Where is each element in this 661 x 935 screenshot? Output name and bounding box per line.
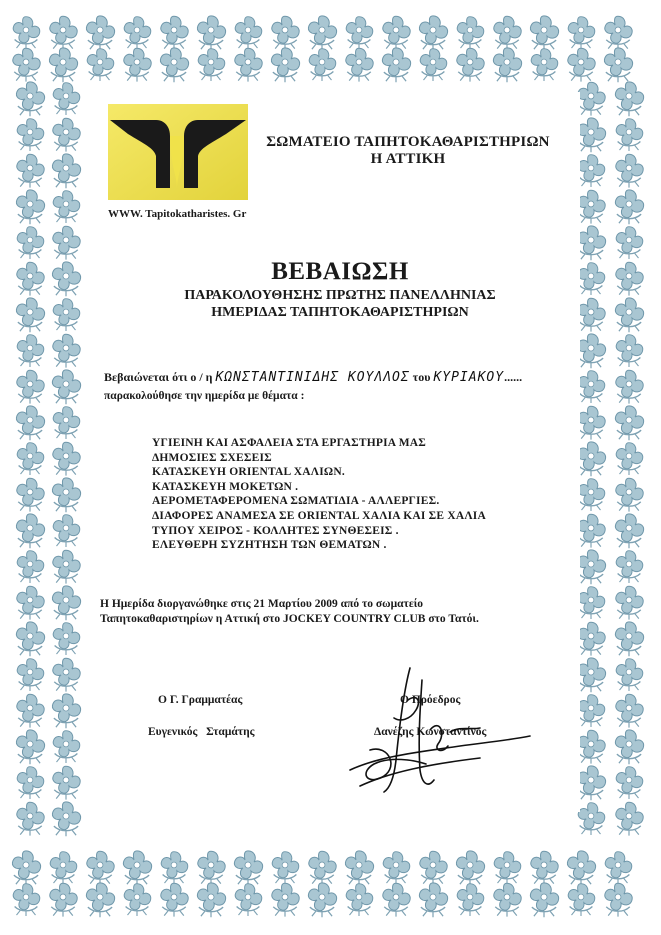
flower-ornament xyxy=(86,16,114,50)
flower-ornament xyxy=(494,16,521,49)
flower-ornament xyxy=(53,334,80,367)
flower-ornament xyxy=(50,852,77,884)
secretary-name: Ευγενικός Σταμάτης xyxy=(148,726,255,738)
flower-ornament xyxy=(17,370,44,403)
flower-ornament xyxy=(17,478,44,511)
flower-ornament xyxy=(52,154,80,188)
flower-ornament xyxy=(616,119,643,151)
flower-ornament xyxy=(578,155,605,187)
flower-ornament xyxy=(16,730,44,764)
flower-ornament xyxy=(13,884,40,916)
flower-ornament xyxy=(197,883,225,917)
flower-ornament xyxy=(577,442,605,476)
flower-ornament xyxy=(53,118,80,151)
flower-ornament xyxy=(578,479,605,511)
flower-ornament xyxy=(616,443,643,475)
flower-ornament xyxy=(198,851,225,884)
topic-item: ΥΓΙΕΙΝΗ ΚΑΙ ΑΣΦΑΛΕΙΑ ΣΤΑ ΕΡΓΑΣΤΗΡΙΑ ΜΑΣ xyxy=(152,437,427,449)
flower-ornament xyxy=(578,298,605,331)
flower-ornament xyxy=(53,191,80,223)
topic-item: ΔΙΑΦΟΡΕΣ ΑΝΑΜΕΣΑ ΣΕ ORIENTAL ΧΑΛΙΑ ΚΑΙ ΣΕ ΧΑΛΙΑ xyxy=(152,509,486,522)
flower-ornament xyxy=(578,622,605,655)
flower-ornament xyxy=(578,587,605,619)
flower-ornament xyxy=(578,406,605,439)
flower-ornament xyxy=(578,190,605,223)
flower-ornament xyxy=(615,190,643,224)
topic-item: ΔΗΜΟΣΙΕΣ ΣΧΕΣΕΙΣ xyxy=(152,451,272,464)
flower-ornament xyxy=(616,262,643,295)
flower-ornament xyxy=(53,299,80,331)
flower-ornament xyxy=(124,48,151,81)
flower-ornament xyxy=(605,16,632,49)
flower-ornament xyxy=(616,551,643,583)
topic-item: ΑΕΡΟΜΕΤΑΦΕΡΟΜΕΝΑ ΣΩΜΑΤΙΔΙΑ - ΑΛΛΕΡΓΙΕΣ. xyxy=(152,495,440,508)
flower-ornament xyxy=(17,694,44,727)
flower-ornament xyxy=(124,884,151,916)
flower-ornament xyxy=(567,851,595,885)
flower-ornament xyxy=(53,731,80,763)
flower-ornament xyxy=(346,884,373,916)
flower-ornament xyxy=(531,851,558,884)
flower-ornament xyxy=(160,48,188,82)
flower-ornament xyxy=(616,370,643,403)
flower-ornament xyxy=(568,48,595,81)
flower-ornament xyxy=(578,803,605,835)
subtitle-line-2: ΗΜΕΡΙΔΑΣ ΤΑΠΗΤΟΚΑΘΑΡΙΣΤΗΡΙΩΝ xyxy=(211,305,469,320)
flower-ornament xyxy=(308,16,336,50)
president-name: Δανέζης Κωνσταντίνος xyxy=(374,726,487,738)
flower-ornament xyxy=(457,17,484,49)
flower-ornament xyxy=(17,767,44,799)
flower-ornament xyxy=(615,82,643,116)
flower-ornament xyxy=(615,298,643,332)
flower-ornament xyxy=(17,659,44,691)
flower-ornament xyxy=(577,226,605,260)
flower-ornament xyxy=(383,852,410,884)
topics-list xyxy=(152,436,486,553)
flower-ornament xyxy=(12,851,40,885)
topic-item: ΕΛΕΥΘΕΡΗ ΣΥΖΗΤΗΣΗ ΤΩΝ ΘΕΜΑΤΩΝ . xyxy=(152,539,387,552)
flower-ornament xyxy=(16,298,44,332)
flower-ornament xyxy=(53,766,80,799)
flower-ornament xyxy=(272,16,299,49)
flower-ornament xyxy=(578,263,605,295)
event-statement xyxy=(100,597,570,627)
secretary-title: Ο Γ. Γραμματέας xyxy=(158,694,243,706)
flower-ornament xyxy=(616,659,643,691)
flower-ornament xyxy=(309,49,336,81)
topic-item: ΤΥΠΟΥ ΧΕΙΡΟΣ - ΚΟΛΛΗΤΕΣ ΣΥΝΘΕΣΕΙΣ . xyxy=(152,524,399,537)
flower-ornament xyxy=(346,17,373,49)
flower-ornament xyxy=(616,154,643,187)
website-url: WWW. Tapitokatharistes. Gr xyxy=(108,208,247,220)
flower-ornament xyxy=(494,883,521,916)
flower-ornament xyxy=(161,852,188,884)
flower-ornament xyxy=(615,622,643,656)
fill-dots: ...... xyxy=(504,370,523,384)
flower-ornament xyxy=(123,851,151,885)
flower-ornament xyxy=(53,658,80,691)
flower-ornament xyxy=(531,49,558,81)
flower-ornament xyxy=(52,586,80,620)
flower-ornament xyxy=(16,82,44,116)
subtitle-line-1: ΠΑΡΑΚΟΛΟΥΘΗΣΗΣ ΠΡΩΤΗΣ ΠΑΝΕΛΛΗΝΙΑΣ xyxy=(184,288,496,303)
flower-ornament xyxy=(615,514,643,548)
flower-ornament xyxy=(13,17,40,49)
attended-text: παρακολούθησε την ημερίδα με θέματα : xyxy=(104,390,305,402)
flower-ornament xyxy=(234,851,262,885)
flower-ornament xyxy=(494,852,521,884)
flower-ornament xyxy=(605,883,632,916)
flower-ornament xyxy=(578,514,605,547)
certificate-subtitle xyxy=(100,287,580,321)
flower-ornament xyxy=(530,883,558,917)
flower-ornament xyxy=(53,226,80,259)
topic-item: ΚΑΤΑΣΚΕΥΗ ORIENTAL ΧΑΛΙΩΝ. xyxy=(152,466,345,479)
flower-ornament xyxy=(87,851,114,884)
flower-ornament xyxy=(346,48,373,81)
flower-ornament xyxy=(50,16,77,49)
participant-name: ΚΩΝΣΤΑΝΤΙΝΙΔΗΣ ΚΟΥΛΛΟΣ xyxy=(215,370,410,385)
flower-ornament xyxy=(197,16,225,50)
organization-line-2: Η ΑΤΤΙΚΗ xyxy=(370,151,446,167)
organization-name xyxy=(258,134,558,168)
flower-ornament xyxy=(272,883,299,916)
flower-ornament xyxy=(53,515,80,547)
flower-ornament xyxy=(53,83,80,115)
of-word: του xyxy=(412,370,431,384)
flower-ornament xyxy=(235,884,262,916)
flower-ornament xyxy=(17,154,44,187)
flower-ornament xyxy=(456,851,484,885)
flower-ornament xyxy=(457,48,484,81)
father-name: ΚΥΡΙΑΚΟΥ xyxy=(433,370,505,385)
flower-ornament xyxy=(420,49,447,81)
certificate-title: ΒΕΒΑΙΩΣΗ xyxy=(271,258,409,285)
organization-line-1: ΣΩΜΑΤΕΙΟ ΤΑΠΗΤΟΚΑΘΑΡΙΣΤΗΡΙΩΝ xyxy=(266,134,550,150)
flower-ornament xyxy=(616,227,643,259)
flower-ornament xyxy=(235,48,262,81)
flower-ornament xyxy=(17,586,44,619)
flower-ornament xyxy=(52,694,80,728)
flower-ornament xyxy=(604,48,632,82)
flower-ornament xyxy=(616,335,643,367)
certifies-prefix: Βεβαιώνεται ότι ο / η xyxy=(104,370,213,384)
flower-ornament xyxy=(493,48,521,82)
flower-ornament xyxy=(615,730,643,764)
flower-ornament xyxy=(235,17,262,49)
flower-ornament xyxy=(616,478,643,511)
flower-ornament xyxy=(568,884,595,916)
flower-ornament xyxy=(578,82,605,115)
flower-ornament xyxy=(16,622,44,656)
flower-ornament xyxy=(52,478,80,512)
flower-ornament xyxy=(17,227,44,259)
wing-emblem-logo xyxy=(108,104,248,200)
flower-ornament xyxy=(16,514,44,548)
flower-ornament xyxy=(272,852,299,884)
flower-ornament xyxy=(345,851,373,885)
flower-ornament xyxy=(17,443,44,475)
flower-ornament xyxy=(124,17,151,49)
flower-ornament xyxy=(17,262,44,295)
flower-ornament xyxy=(568,17,595,49)
flower-ornament xyxy=(49,48,77,82)
flower-ornament xyxy=(419,883,447,917)
flower-ornament xyxy=(52,370,80,404)
flower-ornament xyxy=(530,16,558,50)
flower-ornament xyxy=(87,49,114,81)
flower-ornament xyxy=(383,16,410,49)
flower-ornament xyxy=(17,119,44,151)
flower-ornament xyxy=(53,623,80,655)
flower-ornament xyxy=(577,766,605,800)
flower-ornament xyxy=(308,883,336,917)
flower-ornament xyxy=(53,407,80,439)
flower-ornament xyxy=(52,262,80,296)
flower-ornament xyxy=(616,802,643,835)
event-line-2: Ταπητοκαθαριστηρίων η Αττική στο JOCKEY COUNTRY CLUB στο Τατόι. xyxy=(100,613,479,625)
flower-ornament xyxy=(53,550,80,583)
topic-item: ΚΑΤΑΣΚΕΥΗ ΜΟΚΕΤΩΝ . xyxy=(152,480,299,493)
flower-ornament xyxy=(16,190,44,224)
flower-ornament xyxy=(578,371,605,403)
flower-ornament xyxy=(577,334,605,368)
certifies-line xyxy=(104,370,574,385)
flower-ornament xyxy=(161,16,188,49)
flower-ornament xyxy=(577,118,605,152)
flower-ornament xyxy=(17,802,44,835)
handwritten-signature xyxy=(330,660,550,800)
flower-ornament xyxy=(86,883,114,917)
flower-ornament xyxy=(50,883,77,916)
flower-ornament xyxy=(271,48,299,82)
flower-ornament xyxy=(616,767,643,799)
president-title: Ο Πρόεδρος xyxy=(400,694,461,706)
flower-ornament xyxy=(16,406,44,440)
flower-ornament xyxy=(457,884,484,916)
flower-ornament xyxy=(578,695,605,727)
flower-ornament xyxy=(161,883,188,916)
flower-ornament xyxy=(52,802,80,836)
flower-ornament xyxy=(382,48,410,82)
flower-ornament xyxy=(309,851,336,884)
flower-ornament xyxy=(420,851,447,884)
flower-ornament xyxy=(577,550,605,584)
flower-ornament xyxy=(17,335,44,367)
flower-ornament xyxy=(13,48,40,81)
flower-ornament xyxy=(615,406,643,440)
flower-ornament xyxy=(17,551,44,583)
flower-ornament xyxy=(53,442,80,475)
flower-ornament xyxy=(383,883,410,916)
flower-ornament xyxy=(616,694,643,727)
flower-ornament xyxy=(616,586,643,619)
flower-ornament xyxy=(605,852,632,884)
event-line-1: Η Ημερίδα διοργανώθηκε στις 21 Μαρτίου 2009 από το σωματείο xyxy=(100,598,424,610)
flower-ornament xyxy=(198,49,225,81)
flower-ornament xyxy=(577,658,605,692)
flower-ornament xyxy=(578,730,605,763)
flower-ornament xyxy=(419,16,447,50)
